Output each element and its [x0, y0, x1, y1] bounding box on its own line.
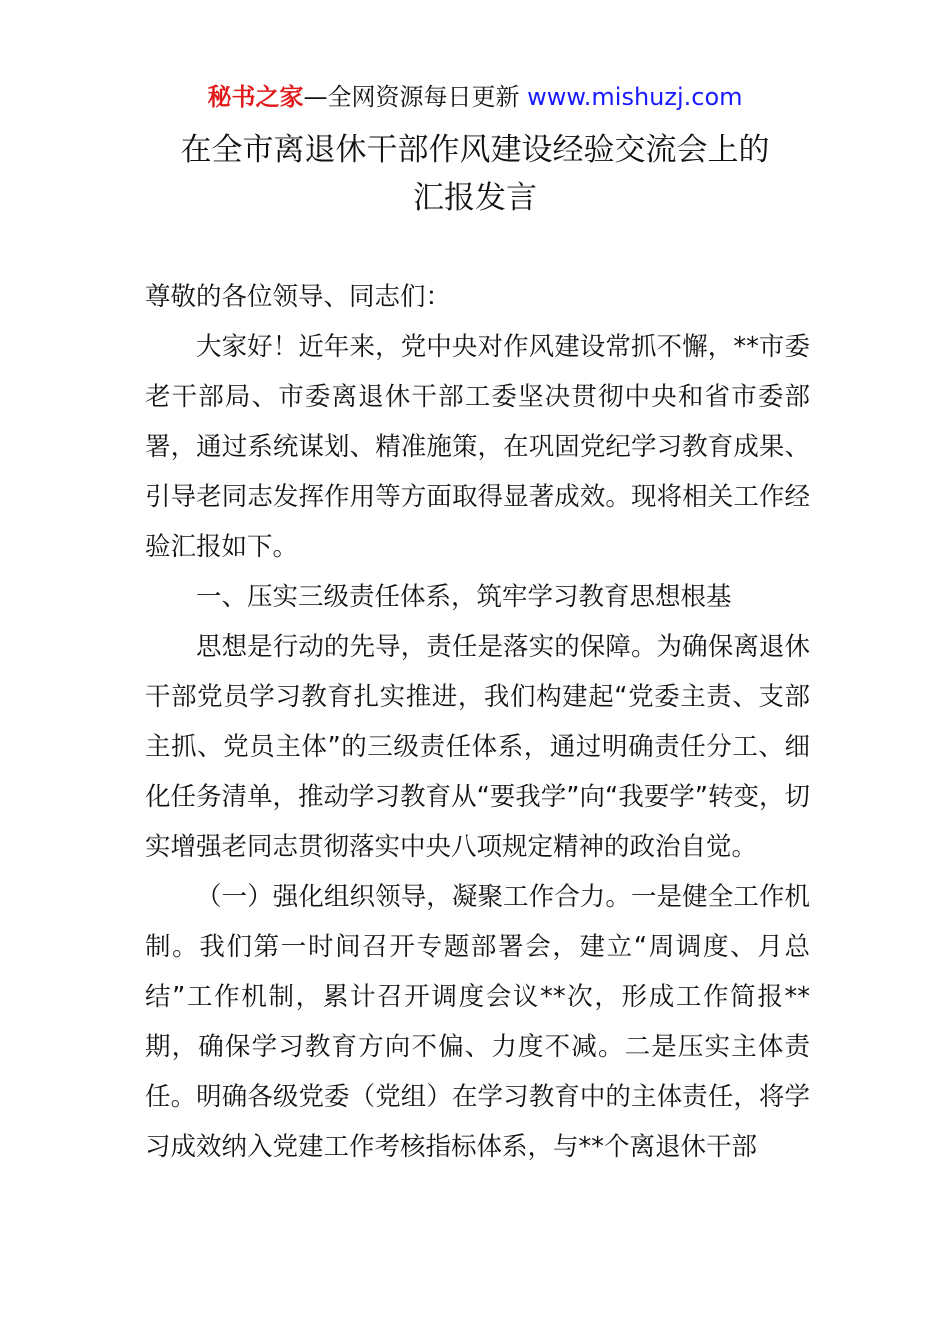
site-url-link[interactable]: www.mishuzj.com: [527, 83, 743, 111]
section-heading: 一、压实三级责任体系，筑牢学习教育思想根基: [196, 582, 732, 612]
header-tagline: —全网资源每日更新: [303, 83, 520, 111]
brand-name: 秘书之家: [207, 83, 304, 111]
paragraph-subsection-1: （一）强化组织领导，凝聚工作合力。一是健全工作机制。我们第一时间召开专题部署会，建立“周调度、月总结”工作机制，累计召开调度会议**次，形成工作简报**期，确保学习教育方向不偏、力度不减。二是压实主体责任。明确各级党委（党组）在学习教育中的主体责任，将学习成效纳入党建工作考核指标体系，与**个离退休干部: [145, 882, 810, 1162]
salutation: 尊敬的各位领导、同志们：: [145, 282, 452, 312]
title-line-1: 在全市离退休干部作风建设经验交流会上的: [180, 132, 770, 168]
paragraph-section-1: 思想是行动的先导，责任是落实的保障。为确保离退休干部党员学习教育扎实推进，我们构建起“党委主责、支部主抓、党员主体”的三级责任体系，通过明确责任分工、细化任务清单，推动学习教育从“要我学”向“我要学”转变，切实增强老同志贯彻落实中央八项规定精神的政治自觉。: [145, 632, 810, 862]
site-header: [0, 80, 950, 114]
title-line-2: 汇报发言: [413, 180, 537, 216]
document-body: [145, 272, 810, 1172]
paragraph-intro: 大家好！近年来，党中央对作风建设常抓不懈，**市委老干部局、市委离退休干部工委坚决贯彻中央和省市委部署，通过系统谋划、精准施策，在巩固党纪学习教育成果、引导老同志发挥作用等方面取得显著成效。现将相关工作经验汇报如下。: [145, 332, 810, 562]
document-title: [0, 126, 950, 222]
